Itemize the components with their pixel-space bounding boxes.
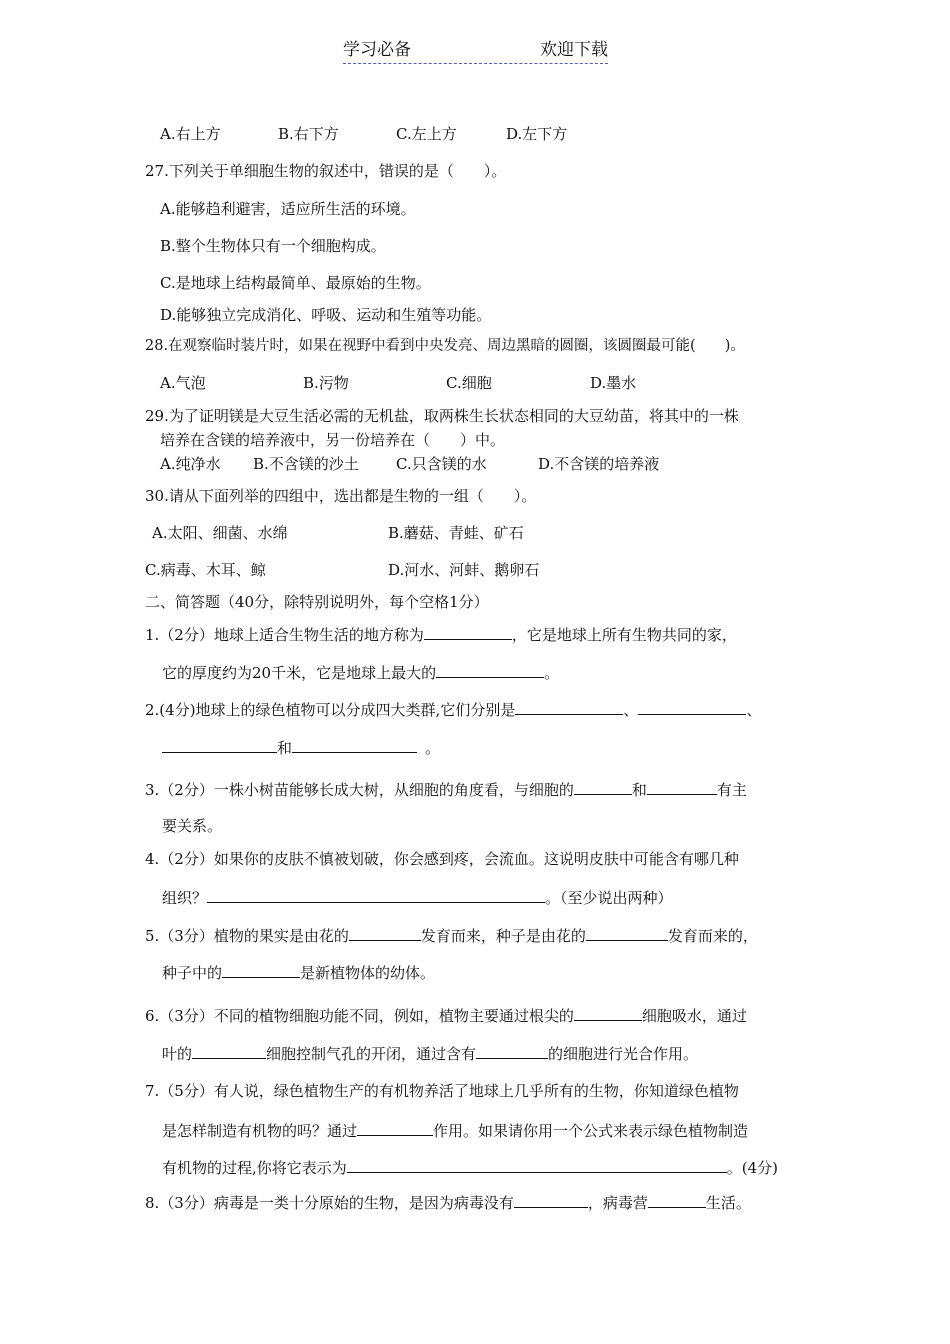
q28-option-a: A.气泡 <box>160 374 206 392</box>
q28-option-d: D.墨水 <box>590 374 637 392</box>
q29-option-d: D.不含镁的培养液 <box>538 455 660 473</box>
q27-option-c: C.是地球上结构最简单、最原始的生物。 <box>160 274 431 292</box>
answer-blank[interactable] <box>349 924 421 941</box>
answer-blank[interactable] <box>647 778 717 795</box>
q26-option-c: C.左上方 <box>396 125 457 143</box>
q27-stem: 27.下列关于单细胞生物的叙述中，错误的是（ ）。 <box>145 162 507 180</box>
answer-blank[interactable] <box>292 736 417 753</box>
s6-line2: 叶的 细胞控制气孔的开闭，通过含有 的细胞进行光合作用。 <box>162 1042 698 1064</box>
q30-option-b: B.蘑菇、青蛙、矿石 <box>388 524 524 542</box>
s6-line1: 6.（3分）不同的植物细胞功能不同，例如，植物主要通过根尖的 细胞吸水，通过 <box>145 1004 747 1026</box>
header-left-text: 学习必备 <box>343 40 411 60</box>
s3-line1: 3.（2分）一株小树苗能够长成大树，从细胞的角度看，与细胞的 和 有主 <box>145 778 747 800</box>
answer-blank[interactable] <box>574 778 632 795</box>
header-right-text: 欢迎下载 <box>540 40 608 60</box>
q26-option-b: B.右下方 <box>278 125 339 143</box>
answer-blank[interactable] <box>574 1004 642 1021</box>
q30-option-c: C.病毒、木耳、鲸 <box>145 561 266 579</box>
answer-blank[interactable] <box>515 698 623 715</box>
s3-line2: 要关系。 <box>162 817 223 835</box>
q29-stem-line1: 29.为了证明镁是大豆生活必需的无机盐，取两株生长状态相同的大豆幼苗，将其中的一株 <box>145 407 739 425</box>
answer-blank[interactable] <box>424 623 512 640</box>
q26-option-d: D.左下方 <box>506 125 568 143</box>
s4-line1: 4.（2分）如果你的皮肤不慎被划破，你会感到疼，会流血。这说明皮肤中可能含有哪几种 <box>145 850 739 868</box>
q27-option-a: A.能够趋利避害，适应所生活的环境。 <box>160 200 416 218</box>
q26-option-a: A.右上方 <box>160 125 221 143</box>
q28-stem: 28.在观察临时装片时，如果在视野中看到中央发亮、周边黑暗的圆圈，该圆圈最可能( )。 <box>145 338 745 354</box>
s5-line2: 种子中的 是新植物体的幼体。 <box>162 961 435 983</box>
answer-blank[interactable] <box>436 661 544 678</box>
answer-blank[interactable] <box>586 924 668 941</box>
s8-line1: 8.（3分）病毒是一类十分原始的生物，是因为病毒没有 ，病毒营 生活。 <box>145 1191 751 1213</box>
q29-option-b: B.不含镁的沙土 <box>253 455 359 473</box>
q29-option-a: A.纯净水 <box>160 455 221 473</box>
answer-blank[interactable] <box>514 1191 588 1208</box>
q30-stem: 30.请从下面列举的四组中，选出都是生物的一组（ ）。 <box>145 487 537 505</box>
s7-line2: 是怎样制造有机物的吗？通过 作用。如果请你用一个公式来表示绿色植物制造 <box>162 1119 748 1141</box>
s1-line2: 它的厚度约为20千米，它是地球上最大的 。 <box>162 661 559 683</box>
answer-blank[interactable] <box>192 1042 266 1059</box>
s2-line2: 和 。 <box>162 736 440 758</box>
s2-line1: 2.(4分)地球上的绿色植物可以分成四大类群,它们分别是 、 、 <box>145 698 761 720</box>
s7-line1: 7.（5分）有人说，绿色植物生产的有机物养活了地球上几乎所有的生物，你知道绿色植物 <box>145 1082 739 1100</box>
page-header <box>343 39 608 64</box>
answer-blank[interactable] <box>347 1156 727 1173</box>
q30-option-d: D.河水、河蚌、鹅卵石 <box>388 561 540 579</box>
s4-line2: 组织？ 。（至少说出两种） <box>162 886 673 908</box>
answer-blank[interactable] <box>476 1042 548 1059</box>
answer-blank[interactable] <box>648 1191 706 1208</box>
q27-option-b: B.整个生物体只有一个细胞构成。 <box>160 237 386 255</box>
answer-blank[interactable] <box>357 1119 433 1136</box>
q30-option-a: A.太阳、细菌、水绵 <box>152 524 288 542</box>
s7-line3: 有机物的过程,你将它表示为 。(4分) <box>162 1156 778 1178</box>
q29-option-c: C.只含镁的水 <box>396 455 487 473</box>
s5-line1: 5.（3分）植物的果实是由花的 发育而来，种子是由花的 发育而来的， <box>145 924 758 946</box>
q28-option-b: B.污物 <box>303 374 349 392</box>
answer-blank[interactable] <box>222 961 300 978</box>
section2-title: 二、简答题（40分，除特别说明外，每个空格1分） <box>145 593 489 611</box>
answer-blank[interactable] <box>162 736 277 753</box>
answer-blank[interactable] <box>207 886 545 903</box>
answer-blank[interactable] <box>638 698 746 715</box>
q29-stem-line2: 培养在含镁的培养液中，另一份培养在（ ）中。 <box>160 431 506 449</box>
s1-line1: 1.（2分）地球上适合生物生活的地方称为 ，它是地球上所有生物共同的家， <box>145 623 737 645</box>
q28-option-c: C.细胞 <box>446 374 492 392</box>
q27-option-d: D.能够独立完成消化、呼吸、运动和生殖等功能。 <box>160 306 492 324</box>
